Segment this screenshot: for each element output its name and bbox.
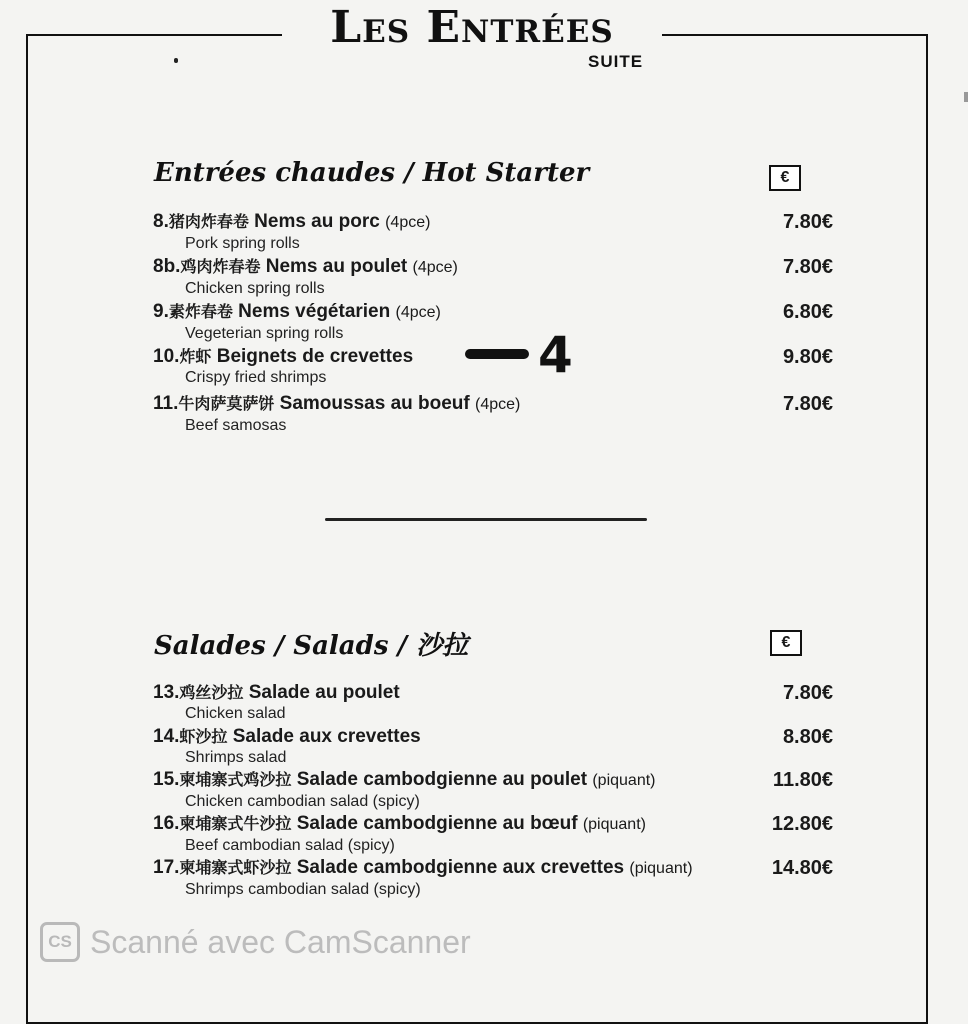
item-price: 7.80€ [782,393,833,415]
item-title [153,301,833,324]
item-price: 6.80€ [782,301,833,323]
item-title [153,857,833,880]
item-chinese: 虾沙拉 [179,727,228,746]
item-chinese: 牛肉萨莫萨饼 [178,394,275,413]
item-price: 8.80€ [782,726,833,748]
item-french: Nems au poulet [265,256,408,277]
handwritten-scribble [465,349,529,359]
scan-edge-mark [964,92,968,102]
currency-box: € [769,165,801,191]
item-chinese: 猪肉炸春卷 [168,212,249,231]
item-number: 11. [153,393,179,414]
item-english: Shrimps cambodian salad (spicy) [185,881,421,898]
item-qty: (piquant) [592,772,656,789]
page-subtitle: SUITE [588,52,644,71]
currency-box: € [770,630,802,656]
item-title [153,726,833,748]
handwritten-note: 4 [538,326,573,384]
item-chinese: 鸡丝沙拉 [179,683,244,702]
item-chinese: 素炸春卷 [168,302,233,321]
item-number: 17. [153,857,180,878]
item-price: 12.80€ [771,813,833,835]
item-number: 8. [153,211,169,232]
item-title [153,682,833,704]
section-heading-hot-starters: Entrées chaudes / Hot Starter [154,158,590,188]
item-chinese: 炸虾 [179,347,212,366]
item-price: 11.80€ [772,769,833,791]
menu-item [153,813,833,856]
item-chinese: 柬埔寨式鸡沙拉 [179,770,292,789]
item-french: Nems végétarien [238,301,391,322]
item-number: 9. [153,301,169,322]
item-chinese: 柬埔寨式虾沙拉 [179,858,292,877]
item-number: 16. [153,813,180,834]
page-title: Les Entrées [330,2,614,53]
item-title [153,256,833,279]
menu-item [153,857,833,900]
menu-item [153,726,833,768]
item-chinese: 柬埔寨式牛沙拉 [179,814,292,833]
item-french: Salade cambodgienne au poulet [296,769,588,790]
item-english: Chicken cambodian salad (spicy) [185,793,420,810]
item-english: Beef cambodian salad (spicy) [185,837,395,854]
item-price: 7.80€ [782,256,833,278]
item-french: Beignets de crevettes [216,346,414,367]
item-english: Beef samosas [185,417,287,434]
camscanner-icon: CS [40,922,80,962]
item-number: 14. [153,726,180,747]
item-english: Crispy fried shrimps [185,369,327,386]
item-qty: (piquant) [629,860,693,877]
item-qty: (4pce) [395,304,441,321]
item-french: Salade au poulet [248,682,400,703]
item-number: 8b. [153,256,181,277]
item-title [153,393,833,416]
item-qty: (piquant) [582,816,646,833]
item-price: 14.80€ [771,857,833,879]
item-french: Samoussas au boeuf [279,393,470,414]
item-price: 7.80€ [782,682,833,704]
ink-dot [174,58,178,63]
section-heading-salads: Salades / Salads / 沙拉 [154,631,469,661]
item-chinese: 鸡肉炸春卷 [180,257,261,276]
item-qty: (4pce) [412,259,458,276]
title-block [282,0,662,53]
item-french: Nems au porc [254,211,380,232]
item-price: 7.80€ [782,211,833,233]
menu-item [153,211,833,254]
item-title [153,769,833,792]
item-english: Chicken spring rolls [185,280,325,297]
watermark-text: Scanné avec CamScanner [90,923,471,960]
item-english: Chicken salad [185,705,286,722]
item-qty: (4pce) [475,396,521,413]
item-title [153,211,833,234]
item-price: 9.80€ [782,346,833,368]
menu-item [153,682,833,724]
item-english: Vegeterian spring rolls [185,325,344,342]
item-french: Salade cambodgienne au bœuf [296,813,578,834]
item-french: Salade cambodgienne aux crevettes [296,857,625,878]
item-qty: (4pce) [385,214,431,231]
menu-item [153,769,833,812]
item-french: Salade aux crevettes [232,726,421,747]
camscanner-watermark [40,922,471,962]
item-title [153,813,833,836]
menu-item [153,256,833,299]
item-number: 13. [153,682,180,703]
section-divider [325,518,647,521]
item-number: 10. [153,346,180,367]
menu-item [153,393,833,436]
item-english: Pork spring rolls [185,235,300,252]
menu-item [153,301,833,344]
item-english: Shrimps salad [185,749,287,766]
item-number: 15. [153,769,180,790]
